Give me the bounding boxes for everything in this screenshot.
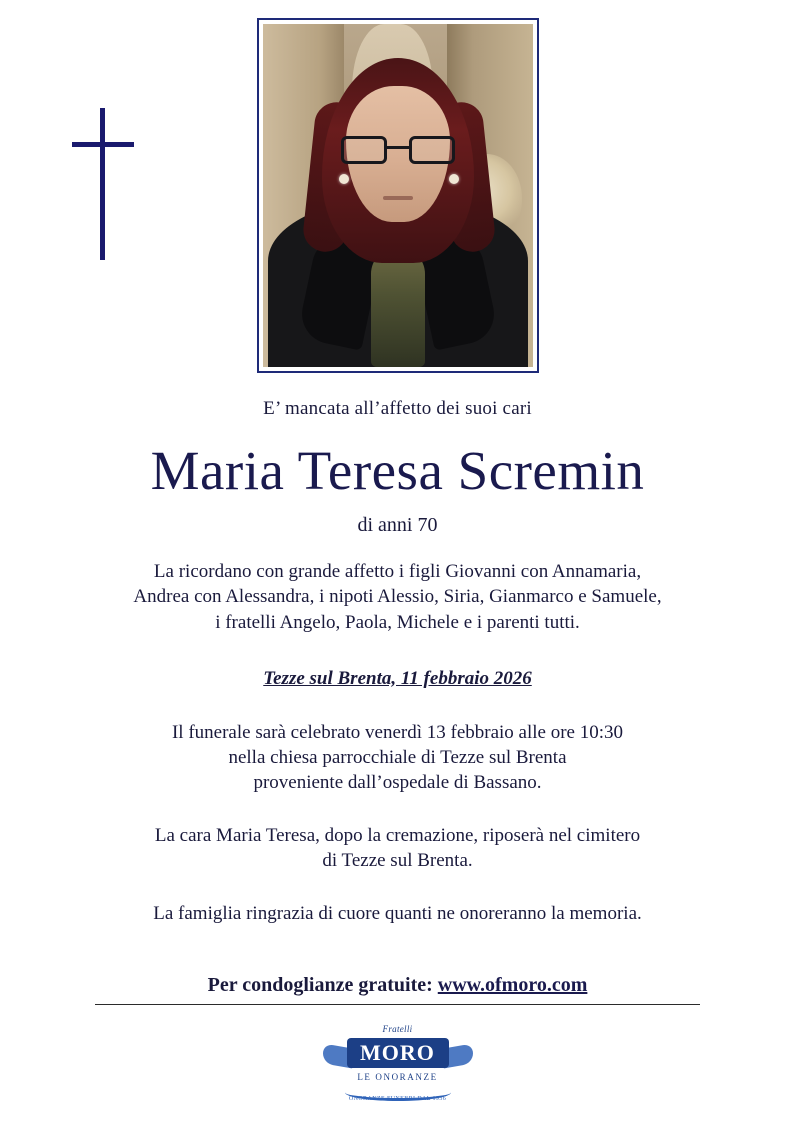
logo-tagline: LE ONORANZE	[357, 1072, 438, 1082]
portrait-earring-right	[449, 174, 459, 184]
remembered-by-line-1: La ricordano con grande affetto i figli Giovanni con Annamaria,	[153, 560, 642, 582]
footer-divider	[95, 1004, 700, 1005]
intro-line: E’ mancata all’affetto dei suoi cari	[263, 398, 532, 419]
burial-details-block	[0, 823, 795, 873]
condolences-website-link[interactable]: www.ofmoro.com	[437, 974, 588, 997]
portrait-frame	[257, 18, 539, 373]
portrait-scarf	[371, 247, 425, 367]
deceased-portrait-photo	[263, 24, 533, 367]
portrait-earring-left	[339, 174, 349, 184]
age-line: di anni 70	[357, 513, 438, 536]
funeral-details-line-1: Il funerale sarà celebrato venerdì 13 febbraio alle ore 10:30	[171, 721, 624, 743]
portrait-mouth	[383, 196, 413, 200]
latin-cross-icon	[72, 108, 134, 260]
condolences-line	[0, 974, 795, 997]
eyeglass-lens-right	[409, 136, 455, 164]
announcement-text	[0, 398, 795, 997]
funeral-details-block	[0, 720, 795, 795]
family-thanks: La famiglia ringrazia di cuore quanti ne onoreranno la memoria.	[153, 903, 642, 925]
deceased-name: Maria Teresa Scremin	[150, 440, 645, 501]
logo-brand-main: MORO	[360, 1040, 435, 1065]
funeral-details-line-2: nella chiesa parrocchiale di Tezze sul Brenta	[228, 746, 567, 768]
logo-subtitle: ONORANZE FUNEBRI DAL 1936	[348, 1096, 447, 1102]
remembered-by-line-2: Andrea con Alessandra, i nipoti Alessio, Siria, Gianmarco e Samuele,	[133, 586, 662, 608]
remembered-by-line-3: i fratelli Angelo, Paola, Michele e i parenti tutti.	[215, 612, 580, 634]
remembered-by-block	[0, 559, 795, 636]
funeral-details-line-3: proveniente dall’ospedale di Bassano.	[253, 771, 542, 793]
eyeglass-bridge	[387, 146, 409, 149]
eyeglass-lens-left	[341, 136, 387, 164]
cross-horizontal-bar	[72, 142, 134, 147]
burial-details-line-1: La cara Maria Teresa, dopo la cremazione, riposerà nel cimitero	[154, 824, 641, 846]
portrait-eyeglasses	[339, 136, 457, 166]
condolences-label: Per condoglianze gratuite:	[207, 974, 433, 997]
place-and-date: Tezze sul Brenta, 11 febbraio 2026	[263, 667, 532, 689]
cross-vertical-bar	[100, 108, 105, 260]
funeral-home-logo	[323, 1020, 473, 1112]
burial-details-line-2: di Tezze sul Brenta.	[322, 849, 473, 871]
logo-brand-small: Fratelli	[382, 1024, 413, 1034]
